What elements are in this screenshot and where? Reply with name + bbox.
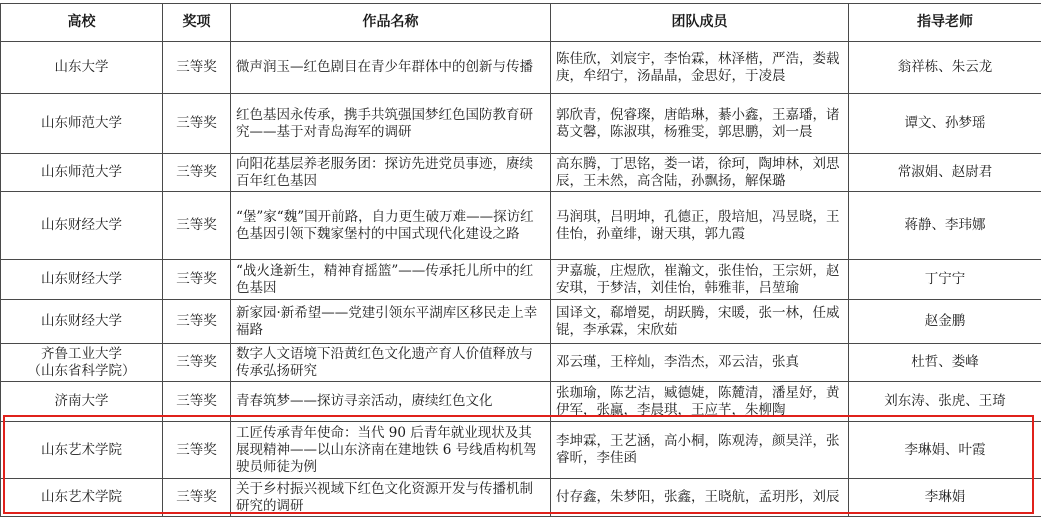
title-cell: 向阳花基层养老服务团：探访先进党员事迹，赓续百年红色基因 <box>231 154 551 192</box>
advisor-cell: 李琳娟、叶霞 <box>849 422 1041 479</box>
table-row <box>1 344 1041 382</box>
table-row <box>1 260 1041 300</box>
table-row <box>1 42 1041 94</box>
members-cell: 马润琪，吕明坤，孔德正，殷培旭，冯昱晓，王佳怡，孙童绯，谢天琪，郭九霞 <box>551 192 849 260</box>
school-cell: 山东财经大学 <box>1 300 163 344</box>
school-cell: 山东财经大学 <box>1 260 163 300</box>
members-cell: 邓云瑾，王梓灿，李浩杰，邓云洁，张真 <box>551 344 849 382</box>
title-cell: “战火逢新生，精神育摇篮”——传承托儿所中的红色基因 <box>231 260 551 300</box>
table-row <box>1 192 1041 260</box>
title-cell: 红色基因永传承，携手共筑强国梦红色国防教育研究——基于对青岛海军的调研 <box>231 94 551 154</box>
award-cell: 三等奖 <box>163 94 231 154</box>
advisor-cell: 谭文、孙梦瑶 <box>849 94 1041 154</box>
members-cell: 郭欣青，倪睿璨，唐皓琳，綦小鑫，王嘉璠，诸葛文馨，陈淑琪，杨雅雯，郭思鹏，刘一晨 <box>551 94 849 154</box>
advisor-cell: 赵金鹏 <box>849 300 1041 344</box>
award-cell: 三等奖 <box>163 479 231 517</box>
members-cell: 尹嘉璇，庄煜欣，崔瀚文，张佳怡，王宗妍，赵安琪，于梦洁，刘佳怡，韩雅菲，吕堃瑜 <box>551 260 849 300</box>
awards-table <box>0 3 1041 517</box>
school-cell: 济南大学 <box>1 382 163 422</box>
advisor-cell: 翁祥栋、朱云龙 <box>849 42 1041 94</box>
school-cell: 山东艺术学院 <box>1 422 163 479</box>
title-cell: 新家园·新希望——党建引领东平湖库区移民走上幸福路 <box>231 300 551 344</box>
school-cell: 山东师范大学 <box>1 94 163 154</box>
table-row <box>1 382 1041 422</box>
header-award: 奖项 <box>163 4 231 42</box>
advisor-cell: 常淑娟、赵尉君 <box>849 154 1041 192</box>
school-cell: 山东艺术学院 <box>1 479 163 517</box>
advisor-cell: 丁宁宁 <box>849 260 1041 300</box>
award-cell: 三等奖 <box>163 344 231 382</box>
title-cell: 青春筑梦——探访寻亲活动，赓续红色文化 <box>231 382 551 422</box>
members-cell: 国译文，郗增冕，胡跃腾，宋暖，张一林，任威锟，李承霖，宋欣茹 <box>551 300 849 344</box>
advisor-cell: 蒋静、李玮娜 <box>849 192 1041 260</box>
award-cell: 三等奖 <box>163 154 231 192</box>
members-cell: 陈佳欣，刘宸宇，李怡霖，林泽楷，严浩，娄载庚，牟绍宁，汤晶晶，金思好，于凌晨 <box>551 42 849 94</box>
title-cell: “堡”家“魏”国开前路，自力更生破万难——探访红色基因引领下魏家堡村的中国式现代化建设之路 <box>231 192 551 260</box>
advisor-cell: 杜哲、娄峰 <box>849 344 1041 382</box>
members-cell: 高东腾，丁思铭，娄一诺，徐珂，陶坤林，刘思辰，王未然，高含陆，孙飘扬，解保璐 <box>551 154 849 192</box>
school-cell: 山东财经大学 <box>1 192 163 260</box>
header-advisor: 指导老师 <box>849 4 1041 42</box>
members-cell: 张珈瑜，陈艺洁，臧德婕，陈麓清，潘星妤，黄伊军，张赢，李晨琪，王应芊，朱柳陶 <box>551 382 849 422</box>
table-row <box>1 479 1041 517</box>
advisor-cell: 刘东涛、张虎、王琦 <box>849 382 1041 422</box>
award-cell: 三等奖 <box>163 382 231 422</box>
title-cell: 数字人文语境下沿黄红色文化遗产育人价值释放与传承弘扬研究 <box>231 344 551 382</box>
table-row <box>1 300 1041 344</box>
award-cell: 三等奖 <box>163 42 231 94</box>
members-cell: 李坤霖，王艺涵，高小桐，陈观涛，颜昊洋，张睿昕，李佳函 <box>551 422 849 479</box>
school-cell: 山东师范大学 <box>1 154 163 192</box>
school-cell: 山东大学 <box>1 42 163 94</box>
table-row <box>1 422 1041 479</box>
title-cell: 工匠传承青年使命：当代 90 后青年就业现状及其展现精神——以山东济南在建地铁 6 号线盾构机驾驶员师徒为例 <box>231 422 551 479</box>
school-cell: 齐鲁工业大学 （山东省科学院） <box>1 344 163 382</box>
title-cell: 关于乡村振兴视域下红色文化资源开发与传播机制研究的调研 <box>231 479 551 517</box>
award-cell: 三等奖 <box>163 300 231 344</box>
table-row <box>1 94 1041 154</box>
header-members: 团队成员 <box>551 4 849 42</box>
members-cell: 付存鑫，朱梦阳，张鑫，王晓航，孟玥彤，刘辰 <box>551 479 849 517</box>
header-title: 作品名称 <box>231 4 551 42</box>
award-cell: 三等奖 <box>163 192 231 260</box>
table-row <box>1 154 1041 192</box>
award-cell: 三等奖 <box>163 260 231 300</box>
header-school: 高校 <box>1 4 163 42</box>
title-cell: 微声润玉—红色剧目在青少年群体中的创新与传播 <box>231 42 551 94</box>
header-row <box>1 4 1041 42</box>
award-cell: 三等奖 <box>163 422 231 479</box>
advisor-cell: 李琳娟 <box>849 479 1041 517</box>
